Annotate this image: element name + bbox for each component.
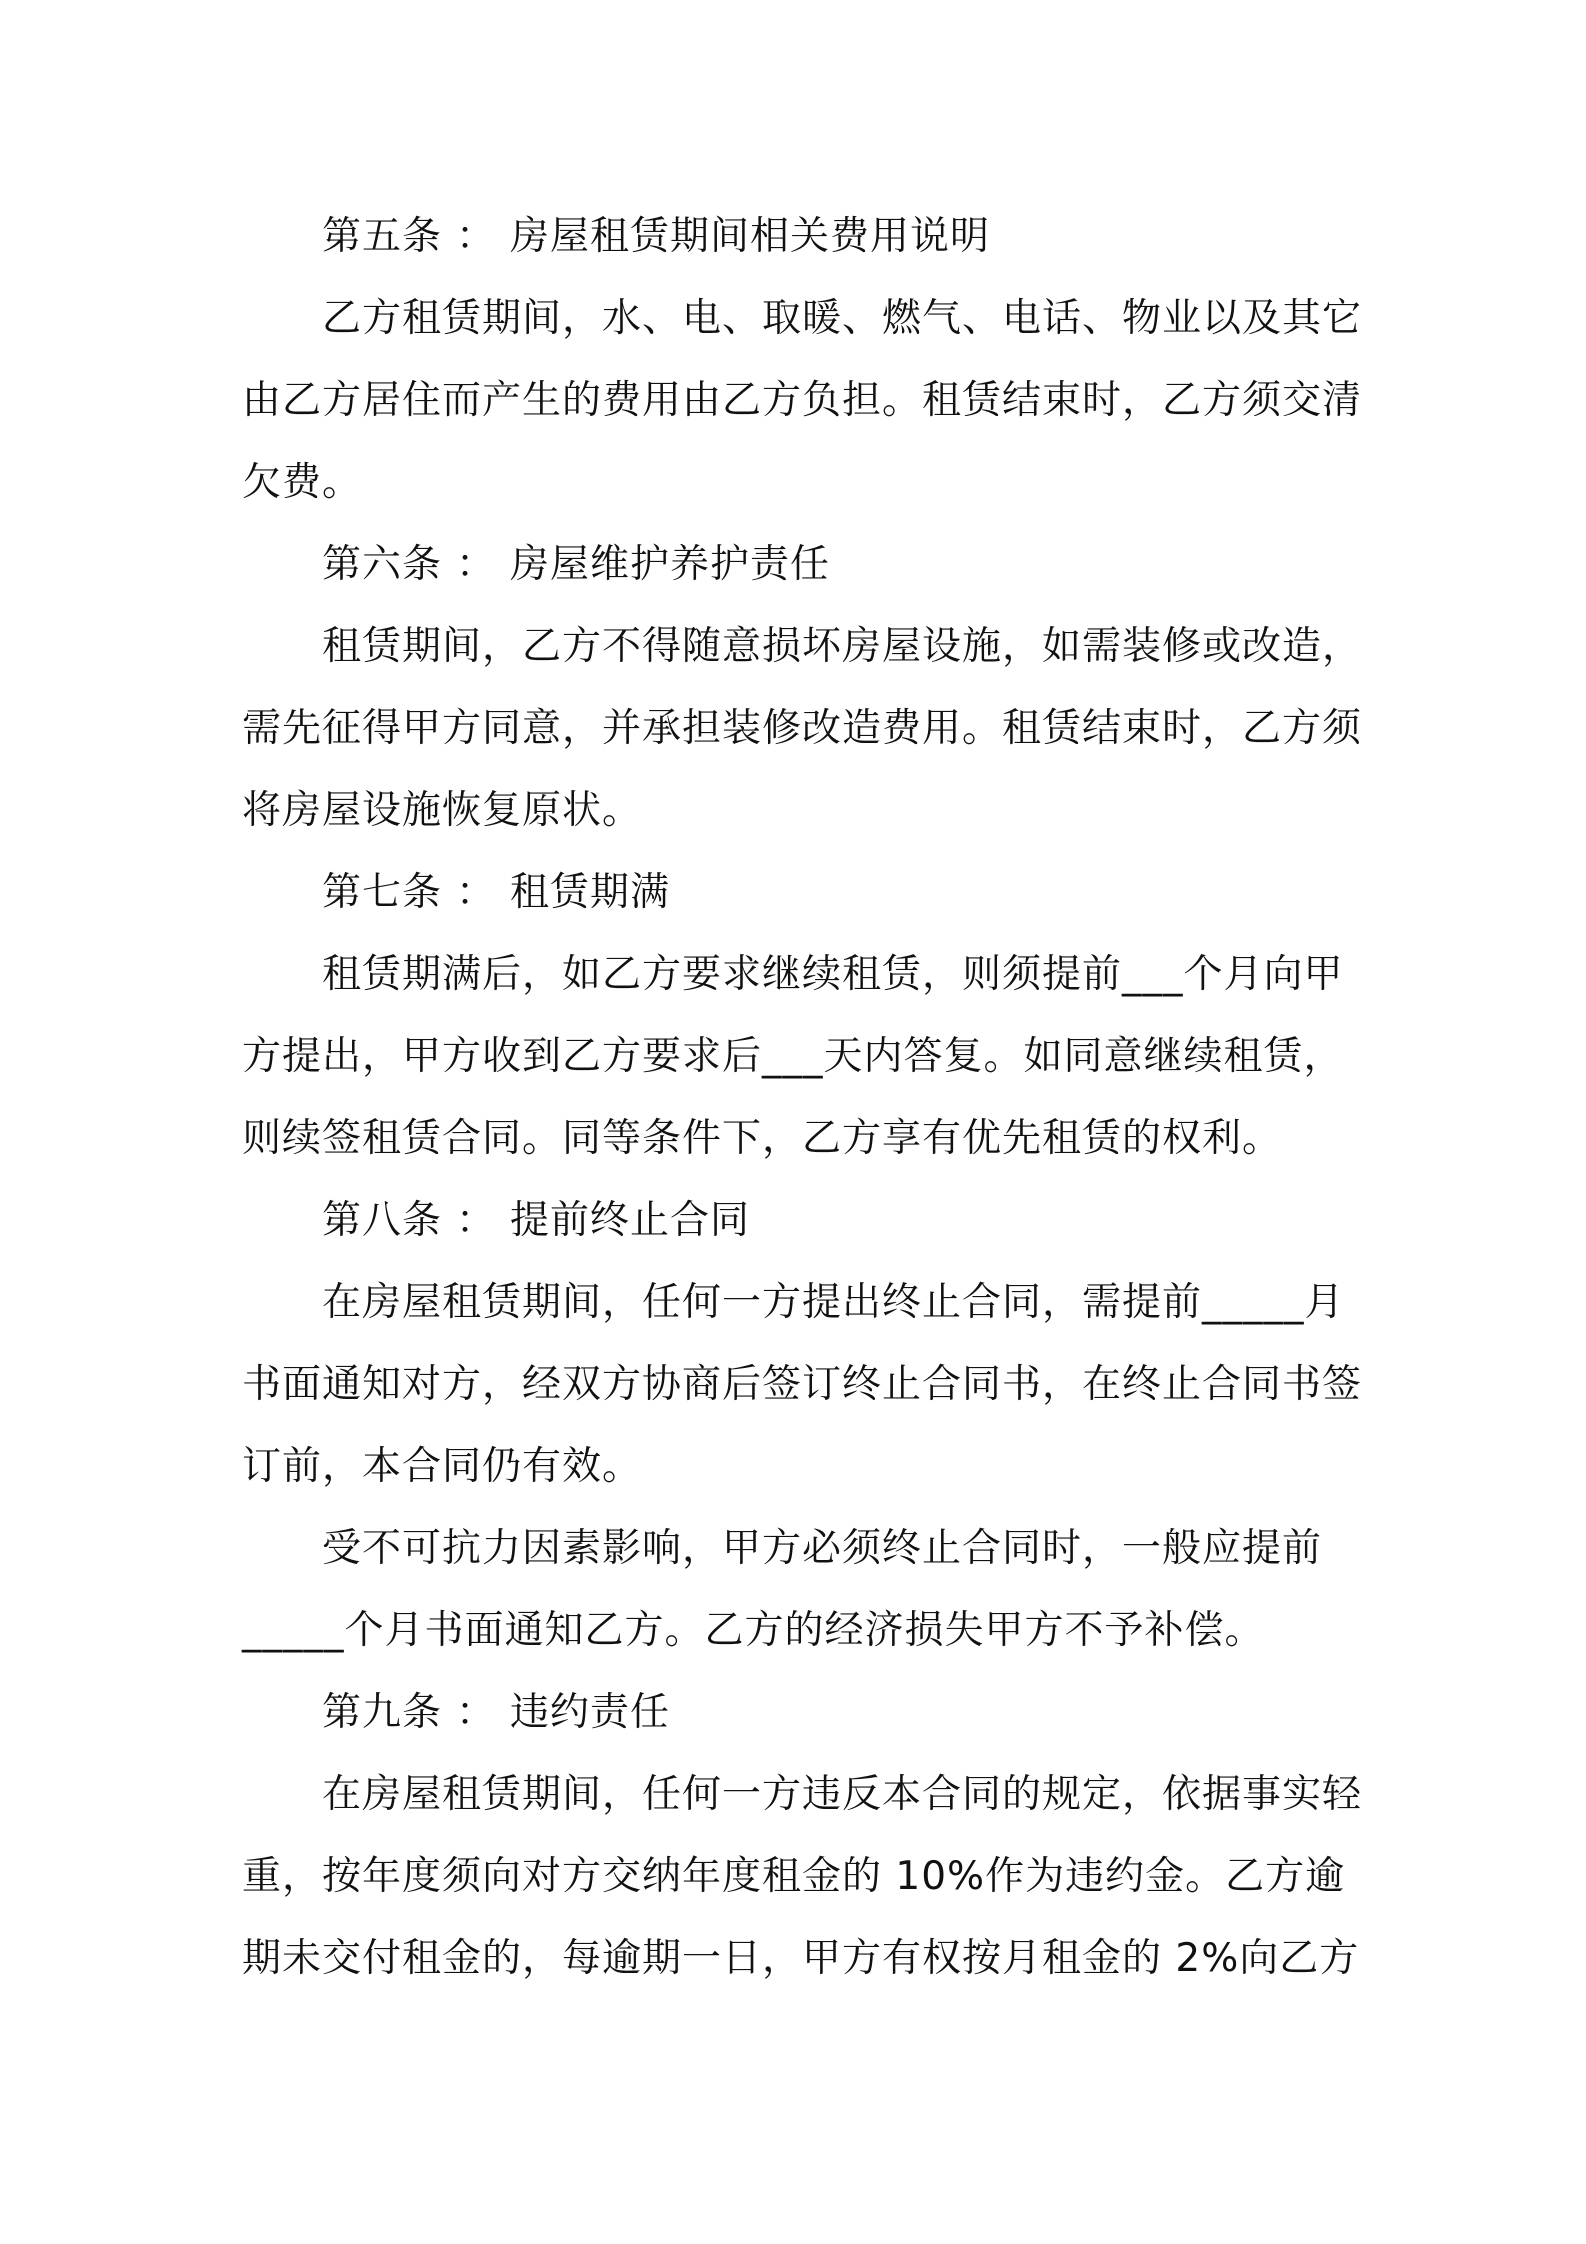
paragraph-line: 期未交付租金的，每逾期一日，甲方有权按月租金的 2%向乙方 (242, 1936, 1360, 1981)
article-colon: ： (456, 542, 497, 587)
article-number: 第七条 (322, 870, 443, 915)
paragraph-line: 租赁期间，乙方不得随意损坏房屋设施，如需装修或改造， (322, 624, 1363, 669)
article-number: 第九条 (322, 1690, 443, 1735)
paragraph-line: 在房屋租赁期间，任何一方提出终止合同，需提前_____月 (322, 1280, 1345, 1325)
article-heading (242, 524, 1352, 606)
article-title: 违约责任 (510, 1690, 671, 1735)
article-heading (242, 1672, 1352, 1754)
paragraph-line: 方提出，甲方收到乙方要求后___天内答复。如同意继续租赁， (242, 1034, 1344, 1079)
article-colon: ： (456, 214, 497, 259)
article-heading (242, 1180, 1352, 1262)
paragraph-line: _____个月书面通知乙方。乙方的经济损失甲方不予补偿。 (242, 1608, 1265, 1653)
paragraph-line: 书面通知对方，经双方协商后签订终止合同书，在终止合同书签 (242, 1362, 1363, 1407)
article-heading (242, 852, 1352, 934)
paragraph-line: 则续签租赁合同。同等条件下，乙方享有优先租赁的权利。 (242, 1116, 1283, 1161)
paragraph-line: 需先征得甲方同意，并承担装修改造费用。租赁结束时，乙方须 (242, 706, 1363, 751)
paragraph-line: 订前，本合同仍有效。 (242, 1444, 643, 1489)
paragraph-line: 欠费。 (242, 460, 363, 505)
article-colon: ： (456, 1198, 497, 1243)
article-title: 房屋租赁期间相关费用说明 (510, 214, 991, 259)
paragraph-line: 乙方租赁期间，水、电、取暖、燃气、电话、物业以及其它 (322, 296, 1363, 341)
article-colon: ： (456, 870, 497, 915)
article-number: 第八条 (322, 1198, 443, 1243)
paragraph-line: 由乙方居住而产生的费用由乙方负担。租赁结束时，乙方须交清 (242, 378, 1363, 423)
article-title: 房屋维护养护责任 (510, 542, 831, 587)
article-title: 租赁期满 (510, 870, 671, 915)
paragraph-line: 重，按年度须向对方交纳年度租金的 10%作为违约金。乙方逾 (242, 1854, 1346, 1899)
article-number: 第六条 (322, 542, 443, 587)
paragraph-line: 在房屋租赁期间，任何一方违反本合同的规定，依据事实轻 (322, 1772, 1363, 1817)
paragraph-line: 将房屋设施恢复原状。 (242, 788, 643, 833)
article-heading (242, 196, 1352, 278)
article-number: 第五条 (322, 214, 443, 259)
article-colon: ： (456, 1690, 497, 1735)
article-title: 提前终止合同 (510, 1198, 751, 1243)
paragraph-line: 受不可抗力因素影响，甲方必须终止合同时，一般应提前 (322, 1526, 1323, 1571)
paragraph-line: 租赁期满后，如乙方要求继续租赁，则须提前___个月向甲 (322, 952, 1344, 997)
document-body (242, 196, 1363, 2000)
